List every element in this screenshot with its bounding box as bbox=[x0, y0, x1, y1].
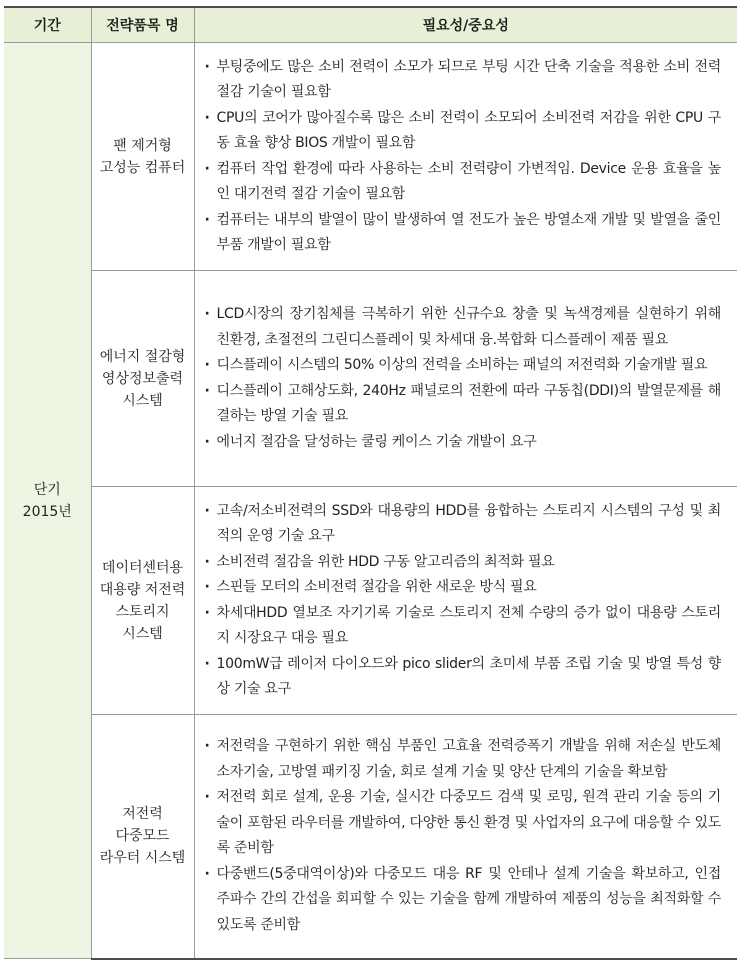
needs-cell bbox=[194, 271, 737, 487]
need-bullet: · 디스플레이 고해상도화, 240Hz 패널로의 전환에 따라 구동칩(DDI)의 발열문제를 해결하는 방열 기술 필요 bbox=[203, 379, 722, 430]
table-header-row bbox=[4, 7, 737, 43]
table-row bbox=[4, 43, 737, 271]
needs-cell bbox=[194, 487, 737, 715]
need-bullet: · CPU의 코어가 많아질수록 많은 소비 전력이 소모되어 소비전력 저감을 위한 CPU 구동 효율 향상 BIOS 개발이 필요함 bbox=[203, 106, 722, 157]
item-cell bbox=[91, 487, 194, 715]
table-row bbox=[4, 271, 737, 487]
header-item: 전략품목 명 bbox=[91, 7, 194, 43]
item-name-line: 에너지 절감형 bbox=[99, 348, 186, 365]
need-bullet: · LCD시장의 장기침체를 극복하기 위한 신규수요 창출 및 녹색경제를 실현하기 위해 친환경, 초절전의 그린디스플레이 및 차세대 융.복합화 디스플레이 제품 필요 bbox=[203, 302, 722, 353]
item-name-line: 저전력 bbox=[122, 806, 163, 823]
item-name-line: 스토리지 bbox=[115, 603, 170, 620]
period-year: 2015년 bbox=[22, 503, 72, 520]
item-name-line: 라우터 시스템 bbox=[99, 850, 186, 867]
need-bullet: · 100mW급 레이저 다이오드와 pico slider의 초미세 부품 조립 기술 및 방열 특성 향상 기술 요구 bbox=[203, 652, 722, 703]
item-name-line: 팬 제거형 bbox=[113, 137, 172, 154]
item-cell bbox=[91, 715, 194, 959]
table-row bbox=[4, 487, 737, 715]
item-name-line: 다중모드 bbox=[115, 828, 170, 845]
needs-cell bbox=[194, 43, 737, 271]
need-bullet: · 부팅중에도 많은 소비 전력이 소모가 되므로 부팅 시간 단축 기술을 적용한 소비 전력 절감 기술이 필요함 bbox=[203, 55, 722, 106]
header-period: 기간 bbox=[4, 7, 91, 43]
header-needs: 필요성/중요성 bbox=[194, 7, 737, 43]
item-name-line: 영상정보출력 bbox=[101, 370, 184, 387]
item-name-line: 시스템 bbox=[122, 625, 163, 642]
need-bullet: · 저전력을 구현하기 위한 핵심 부품인 고효율 전력증폭기 개발을 위해 저손실 반도체 소자기술, 고방열 패키징 기술, 회로 설계 기술 및 양산 단계의 기술을 확보함 bbox=[203, 734, 722, 785]
need-bullet: · 저전력 회로 설계, 운용 기술, 실시간 다중모드 검색 및 로밍, 원격 관리 기술 등의 기술이 포함된 라우터를 개발하여, 다양한 통신 환경 및 사업자의 요구에 대응할 수 있도록 준비함 bbox=[203, 785, 722, 862]
item-name-line: 시스템 bbox=[122, 392, 163, 409]
need-bullet: · 에너지 절감을 달성하는 쿨링 케이스 기술 개발이 요구 bbox=[203, 430, 722, 456]
period-label: 단기 bbox=[33, 481, 61, 498]
period-cell bbox=[4, 43, 91, 959]
item-name-line: 고성능 컴퓨터 bbox=[99, 159, 186, 176]
need-bullet: · 고속/저소비전력의 SSD와 대용량의 HDD를 융합하는 스토리지 시스템의 구성 및 최적의 운영 기술 요구 bbox=[203, 499, 722, 550]
needs-cell bbox=[194, 715, 737, 959]
need-bullet: · 스핀들 모터의 소비전력 절감을 위한 새로운 방식 필요 bbox=[203, 575, 722, 601]
need-bullet: · 차세대HDD 열보조 자기기록 기술로 스토리지 전체 수량의 증가 없이 대용량 스토리지 시장요구 대응 필요 bbox=[203, 601, 722, 652]
need-bullet: · 디스플레이 시스템의 50% 이상의 전력을 소비하는 패널의 저전력화 기술개발 필요 bbox=[203, 353, 722, 379]
item-cell bbox=[91, 271, 194, 487]
item-name-line: 데이터센터용 bbox=[101, 559, 184, 576]
need-bullet: · 컴퓨터는 내부의 발열이 많이 발생하여 열 전도가 높은 방열소재 개발 및 발열을 줄인 부품 개발이 필요함 bbox=[203, 208, 722, 259]
need-bullet: · 소비전력 절감을 위한 HDD 구동 알고리즘의 최적화 필요 bbox=[203, 550, 722, 576]
item-name-line: 대용량 저전력 bbox=[99, 581, 186, 598]
item-cell bbox=[91, 43, 194, 271]
table-row bbox=[4, 715, 737, 959]
need-bullet: · 다중밴드(5중대역이상)와 다중모드 대응 RF 및 안테나 설계 기술을 확보하고, 인접 주파수 간의 간섭을 회피할 수 있는 기술을 함께 개발하여 제품의 성능을 최적화할 수 있도록 준비함 bbox=[203, 862, 722, 939]
strategy-table bbox=[4, 6, 737, 960]
need-bullet: · 컴퓨터 작업 환경에 따라 사용하는 소비 전력량이 가변적임. Device 운용 효율을 높인 대기전력 절감 기술이 필요함 bbox=[203, 157, 722, 208]
